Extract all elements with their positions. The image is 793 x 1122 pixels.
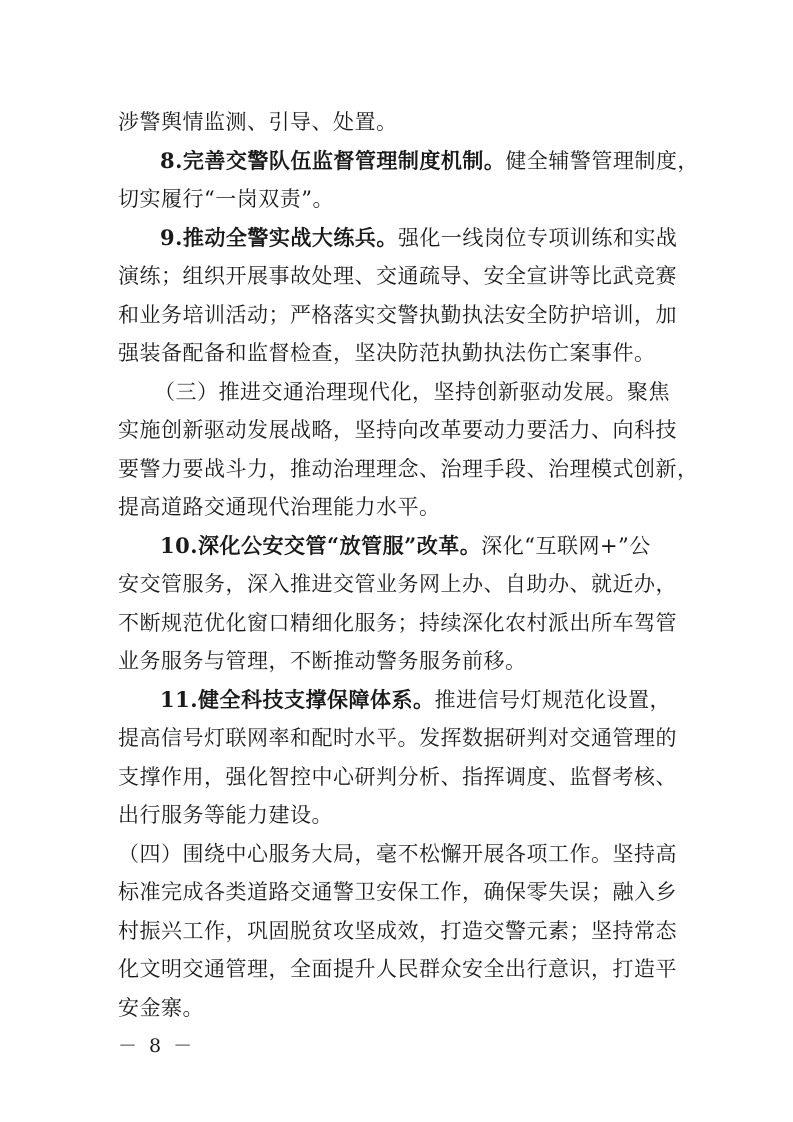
text-line-9: 实施创新驱动发展战略，坚持向改革要动力要活力、向科技	[118, 418, 677, 442]
section-9-title: 9.推动全警实战大练兵。	[160, 224, 398, 250]
text-line-7: 强装备配备和监督检查，坚决防范执勤执法伤亡案事件。	[118, 341, 656, 365]
section-4-heading-line: （四）围绕中心服务大局，毫不松懈开展各项工作。坚持高	[118, 841, 677, 866]
text-line-3: 切实履行“一岗双责”。	[118, 187, 334, 211]
text-line-22: 村振兴工作，巩固脱贫攻坚成效，打造交警元素；坚持常态	[118, 918, 677, 943]
text-line-1: 涉警舆情监测、引导、处置。	[118, 110, 398, 134]
section-9-heading-line: 9.推动全警实战大练兵。强化一线岗位专项训练和实战	[160, 224, 678, 250]
text-line-14: 不断规范优化窗口精细化服务；持续深化农村派出所车驾管	[118, 610, 677, 635]
text-line-6: 和业务培训活动；严格落实交警执勤执法安全防护培训，加	[118, 302, 677, 327]
section-10-title: 10.深化公安交管“放管服”改革。	[160, 532, 482, 558]
text-line-21: 标准完成各类道路交通警卫安保工作，确保零失误；融入乡	[118, 880, 677, 904]
page-number: － 8 －	[118, 1035, 196, 1057]
section-8-heading-line: 8.完善交警队伍监督管理制度机制。健全辅警管理制度，	[160, 147, 699, 173]
text-line-11: 提高道路交通现代治理能力水平。	[118, 495, 441, 519]
section-3-heading-line: （三）推进交通治理现代化，坚持创新驱动发展。聚焦	[154, 379, 670, 404]
text-line-18: 支撑作用，强化智控中心研判分析、指挥调度、监督考核、	[118, 764, 677, 789]
text-line-24: 安金寨。	[118, 995, 204, 1020]
text-line-19: 出行服务等能力建设。	[118, 803, 333, 827]
text-line-15: 业务服务与管理，不断推动警务服务前移。	[118, 649, 527, 673]
section-10-heading-line: 10.深化公安交管“放管服”改革。深化“互联网+”公	[160, 532, 651, 558]
text-line-17: 提高信号灯联网率和配时水平。发挥数据研判对交通管理的	[118, 726, 677, 750]
text-line-10: 要警力要战斗力，推动治理理念、治理手段、治理模式创新，	[118, 456, 699, 481]
text-line-13: 安交管服务，深入推进交管业务网上办、自助办、就近办，	[118, 572, 677, 596]
section-11-heading-line: 11.健全科技支撑保障体系。推进信号灯规范化设置，	[160, 686, 672, 712]
section-11-title: 11.健全科技支撑保障体系。	[160, 686, 435, 712]
text-line-23: 化文明交通管理，全面提升人民群众安全出行意识，打造平	[118, 957, 677, 981]
text-line-5: 演练；组织开展事故处理、交通疏导、安全宣讲等比武竞赛	[118, 264, 677, 288]
section-8-title: 8.完善交警队伍监督管理制度机制。	[160, 147, 506, 173]
